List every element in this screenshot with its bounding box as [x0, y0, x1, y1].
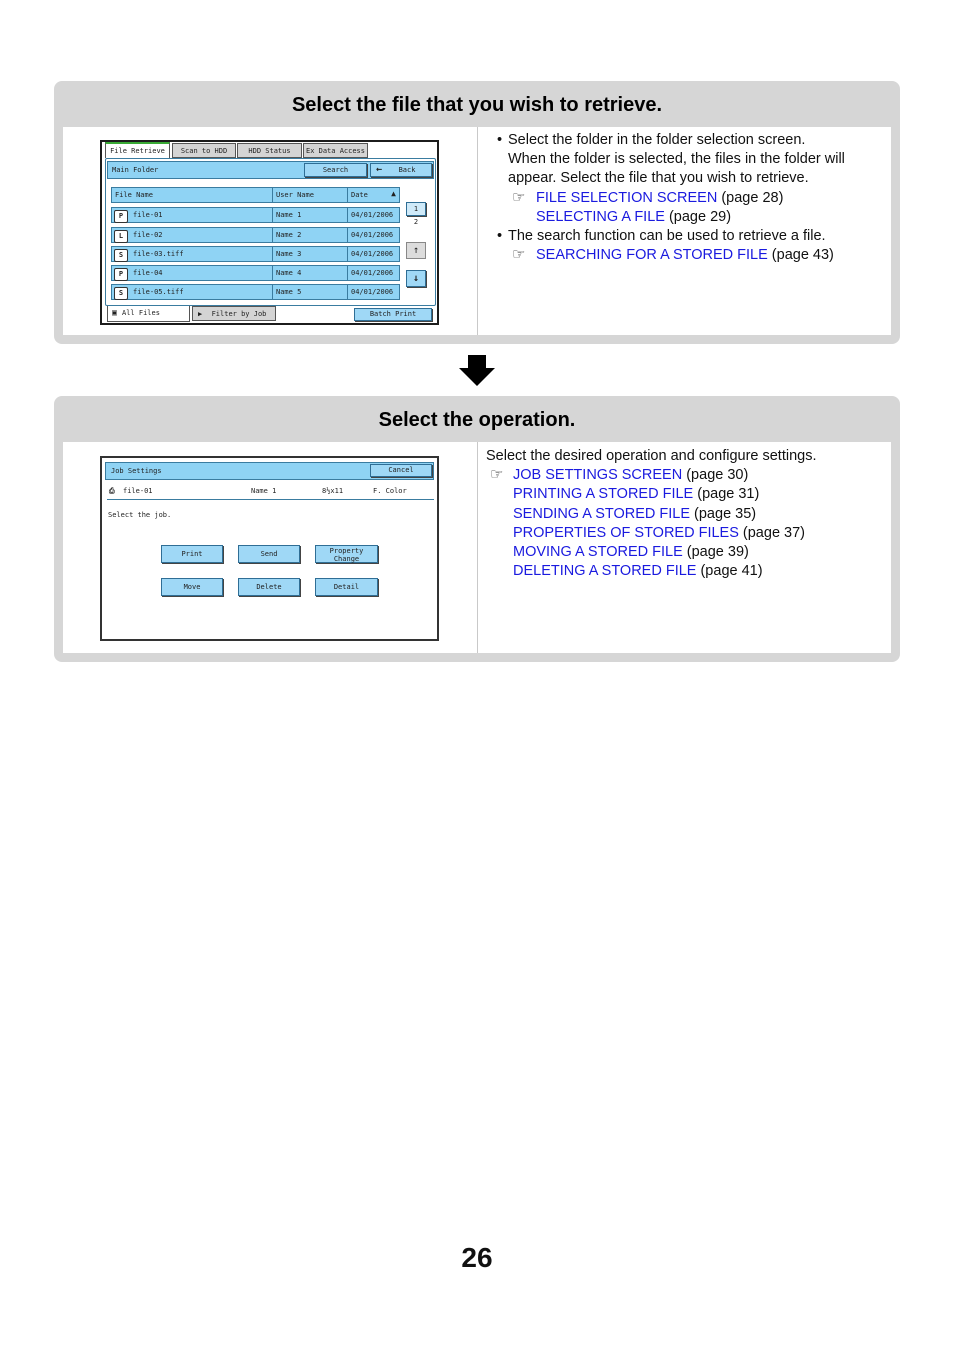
scroll-up-button[interactable] — [406, 242, 426, 259]
file-row[interactable] — [111, 246, 400, 262]
step1-content — [63, 127, 891, 335]
scroll-down-button[interactable] — [406, 270, 426, 287]
print-button[interactable]: Print — [161, 545, 223, 563]
file-retrieve-screen — [100, 140, 439, 325]
search-button[interactable]: Search — [304, 163, 367, 177]
link-selecting-a-file[interactable]: SELECTING A FILE — [536, 208, 665, 225]
page-number: 26 — [461, 1242, 493, 1273]
user-name: Name 4 — [272, 266, 350, 280]
column-header-row — [111, 187, 400, 203]
filter-by-job-tab[interactable] — [192, 306, 276, 321]
folder-name: Main Folder — [112, 166, 159, 174]
protected-file-icon: L — [114, 230, 128, 243]
link-moving-a-stored-file[interactable]: MOVING A STORED FILE — [513, 544, 683, 561]
step2-content — [63, 442, 891, 653]
property-change-button[interactable]: Property Change — [315, 545, 378, 563]
step1-instructions — [478, 127, 891, 335]
file-date: 04/01/2006 — [347, 285, 404, 299]
link-searching-for-a-stored-file[interactable]: SEARCHING FOR A STORED FILE — [536, 247, 768, 264]
pointing-hand-icon: ☞ — [512, 246, 526, 264]
job-settings-screen — [100, 456, 439, 641]
step1-panel — [54, 81, 900, 344]
back-button[interactable] — [370, 163, 432, 177]
scroll-up-icon: ↑ — [412, 245, 420, 256]
step2-screenshot-column — [63, 442, 478, 653]
sort-ascending-icon: ▲ — [391, 189, 396, 198]
back-arrow-icon: ← — [376, 164, 383, 175]
pointing-hand-icon: ☞ — [490, 466, 504, 484]
tab-hdd-status[interactable]: HDD Status — [237, 143, 302, 158]
filter-by-job-label: Filter by Job — [211, 310, 267, 318]
column-user-name[interactable]: User Name — [272, 188, 350, 202]
link-deleting-a-stored-file[interactable]: DELETING A STORED FILE — [513, 563, 697, 580]
filter-arrow-icon: ▶ — [198, 310, 203, 318]
select-job-prompt: Select the job. — [108, 511, 172, 519]
file-row[interactable] — [111, 207, 400, 223]
file-date: 04/01/2006 — [347, 208, 404, 222]
file-row[interactable] — [111, 284, 400, 300]
scan-file-icon: S — [114, 287, 128, 300]
selected-file-name: file-01 — [123, 487, 153, 495]
tab-ex-data-access[interactable]: Ex Data Access — [303, 143, 368, 158]
move-button[interactable]: Move — [161, 578, 223, 596]
user-name: Name 3 — [272, 247, 350, 261]
file-row[interactable] — [111, 227, 400, 243]
down-arrow-icon — [459, 355, 495, 386]
back-label: Back — [398, 166, 416, 174]
scroll-down-icon: ↓ — [412, 273, 420, 284]
file-date: 04/01/2006 — [347, 228, 404, 242]
step2-title: Select the operation. — [378, 409, 576, 431]
file-name: file-03.tiff — [133, 250, 184, 258]
file-name: file-05.tiff — [133, 288, 184, 296]
step2-refs: ☞ JOB SETTINGS SCREEN (page 30) PRINTING A STORED FILE (page 31) SENDING A STORED FILE (page 35) PROPERTIES OF STORED FILES (page 37) MOVING A STORED FILE (page 39) DELETING A STORED FILE (page 41) — [490, 466, 805, 580]
cancel-button[interactable]: Cancel — [370, 464, 432, 477]
link-properties-of-stored-files[interactable]: PROPERTIES OF STORED FILES — [513, 524, 739, 541]
link-file-selection-screen[interactable]: FILE SELECTION SCREEN — [536, 189, 718, 206]
page-number-box: 1 — [406, 202, 426, 216]
pointing-hand-icon: ☞ — [512, 188, 526, 206]
file-row[interactable] — [111, 265, 400, 281]
column-date[interactable]: Date — [347, 188, 404, 202]
step2-intro: Select the desired operation and configure settings. — [486, 448, 817, 464]
print-job-icon: P — [114, 268, 128, 281]
file-name: file-02 — [133, 231, 163, 239]
file-date: 04/01/2006 — [347, 247, 404, 261]
file-name: file-04 — [133, 269, 163, 277]
link-job-settings-screen[interactable]: JOB SETTINGS SCREEN — [513, 467, 683, 484]
page-total: 2 — [413, 218, 419, 226]
file-name: file-01 — [133, 211, 163, 219]
delete-button[interactable]: Delete — [238, 578, 300, 596]
print-job-icon: ⎙ — [109, 487, 115, 495]
user-name: Name 5 — [272, 285, 350, 299]
send-button[interactable]: Send — [238, 545, 300, 563]
step2-panel — [54, 396, 900, 662]
user-name: Name 1 — [272, 208, 350, 222]
selected-file-color: F. Color — [373, 487, 407, 495]
batch-print-button[interactable]: Batch Print — [354, 308, 432, 321]
step1-bullet-2: • The search function can be used to retrieve a file. ☞ SEARCHING FOR A STORED FILE (page 43) — [486, 227, 883, 265]
step1-bullet-1: • Select the folder in the folder selection screen. When the folder is selected, the files in the folder will appear. Select the file that you wish to retrieve. ☞ FILE SELECTION SCREEN (page 28) SELECTING A FILE (page 29) — [486, 131, 883, 227]
selected-file-row — [107, 484, 434, 500]
scan-file-icon: S — [114, 249, 128, 262]
user-name: Name 2 — [272, 228, 350, 242]
tab-scan-to-hdd[interactable]: Scan to HDD — [172, 143, 236, 158]
tab-file-retrieve[interactable]: File Retrieve — [105, 142, 170, 158]
job-settings-title: Job Settings — [111, 467, 162, 475]
link-printing-a-stored-file[interactable]: PRINTING A STORED FILE — [513, 486, 694, 503]
step1-refs-1: ☞ FILE SELECTION SCREEN (page 28) SELECTING A FILE (page 29) — [512, 188, 784, 225]
selected-file-user: Name 1 — [251, 487, 277, 495]
step1-screenshot-column — [63, 127, 478, 335]
all-files-label: All Files — [122, 309, 160, 317]
link-sending-a-stored-file[interactable]: SENDING A STORED FILE — [513, 505, 691, 522]
step2-instructions — [478, 442, 891, 653]
detail-button[interactable]: Detail — [315, 578, 378, 596]
all-files-tab[interactable] — [107, 306, 190, 322]
selected-file-size: 8½x11 — [322, 487, 344, 495]
file-date: 04/01/2006 — [347, 266, 404, 280]
step1-title: Select the file that you wish to retrieve. — [291, 94, 663, 116]
step1-refs-2: ☞ SEARCHING FOR A STORED FILE (page 43) — [512, 246, 834, 264]
folder-icon: ▣ — [112, 308, 117, 317]
print-job-icon: P — [114, 210, 128, 223]
column-file-name[interactable]: File Name — [115, 191, 153, 199]
